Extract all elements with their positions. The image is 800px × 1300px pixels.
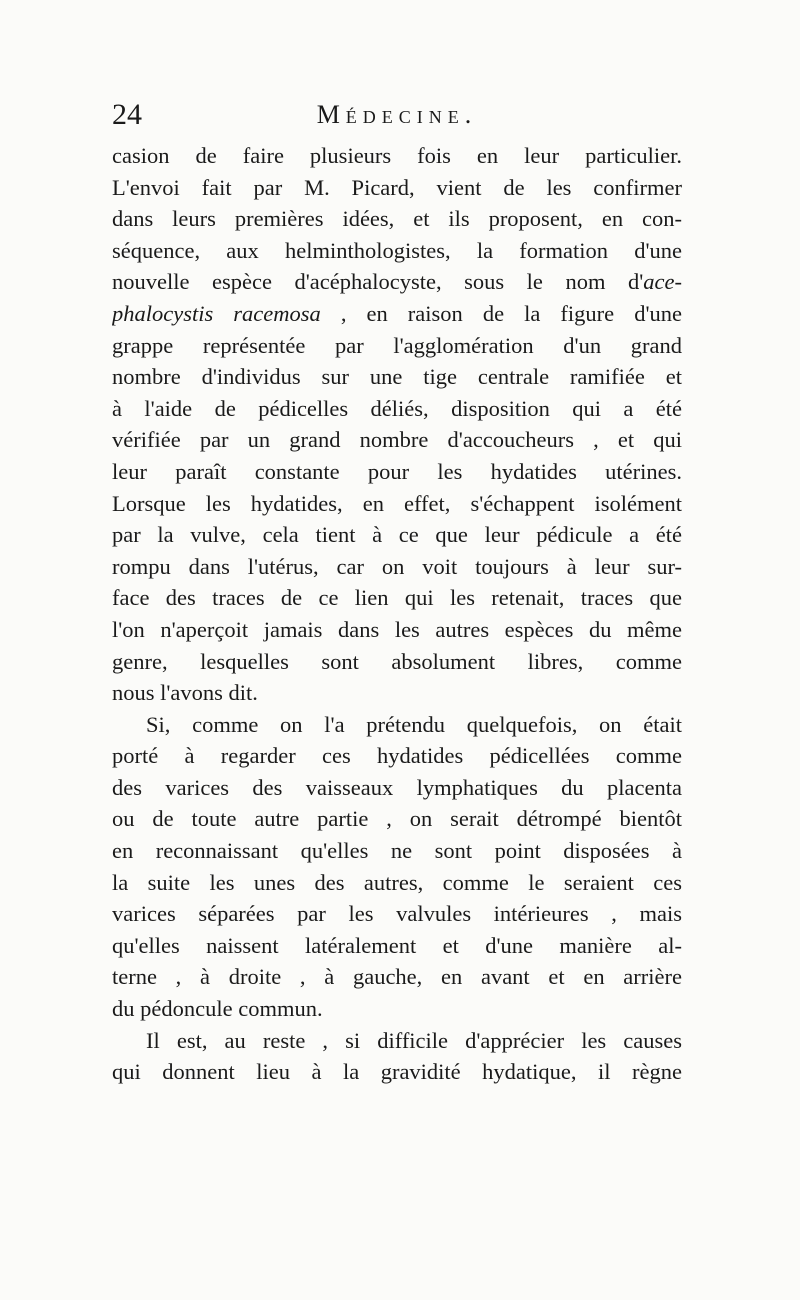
text-line: casion de faire plusieurs fois en leur particulier.: [112, 143, 682, 168]
text-line: par la vulve, cela tient à ce que leur pédicule a été: [112, 522, 682, 548]
text-line: L'envoi fait par M. Picard, vient de les confirmer: [112, 174, 682, 200]
paragraph: [112, 140, 682, 709]
page-number: 24: [112, 98, 142, 131]
text-line: ou de toute autre partie , on serait détrompé bientôt: [112, 806, 682, 832]
text-line: rompu dans l'utérus, car on voit toujours à leur sur-: [112, 553, 682, 579]
text-line: phalocystis racemosa , en raison de la figure d'une: [112, 300, 682, 326]
text-line: varices séparées par les valvules intérieures , mais: [112, 901, 682, 927]
text-line: Si, comme on l'a prétendu quelquefois, on était: [146, 711, 682, 737]
text-line: qu'elles naissent latéralement et d'une manière al-: [112, 932, 682, 958]
text-line: du pédoncule commun.: [112, 996, 323, 1022]
text-line: la suite les unes des autres, comme le seraient ces: [112, 869, 682, 895]
text-line: à l'aide de pédicelles déliés, disposition qui a été: [112, 395, 682, 421]
text-line: nombre d'individus sur une tige centrale ramifiée et: [112, 364, 682, 390]
text-line: grappe représentée par l'agglomération d'un grand: [112, 332, 682, 358]
text-line: vérifiée par un grand nombre d'accoucheurs , et qui: [112, 427, 682, 453]
text-line: nouvelle espèce d'acéphalocyste, sous le nom d'ace-: [112, 269, 682, 295]
text-line: leur paraît constante pour les hydatides utérines.: [112, 458, 682, 484]
text-line: terne , à droite , à gauche, en avant et en arrière: [112, 964, 682, 990]
paragraph: [112, 709, 682, 1025]
text-line: nous l'avons dit.: [112, 680, 258, 706]
paragraph: [112, 1025, 682, 1088]
text-line: des varices des vaisseaux lymphatiques du placenta: [112, 774, 682, 800]
text-line: dans leurs premières idées, et ils proposent, en con-: [112, 206, 682, 232]
running-head: Médecine.: [316, 100, 478, 129]
text-line: séquence, aux helminthologistes, la formation d'une: [112, 237, 682, 263]
text-line: genre, lesquelles sont absolument libres, comme: [112, 648, 682, 674]
text-line: Il est, au reste , si difficile d'apprécier les causes: [146, 1027, 682, 1053]
text-line: qui donnent lieu à la gravidité hydatique, il règne: [112, 1059, 682, 1085]
text-line: en reconnaissant qu'elles ne sont point disposées à: [112, 838, 682, 864]
page-header: [112, 98, 682, 138]
text-line: l'on n'aperçoit jamais dans les autres espèces du même: [112, 616, 682, 642]
text-line: Lorsque les hydatides, en effet, s'échappent isolément: [112, 490, 682, 516]
body-text: [112, 140, 682, 1088]
text-line: face des traces de ce lien qui les retenait, traces que: [112, 585, 682, 611]
text-line: porté à regarder ces hydatides pédicellées comme: [112, 743, 682, 769]
